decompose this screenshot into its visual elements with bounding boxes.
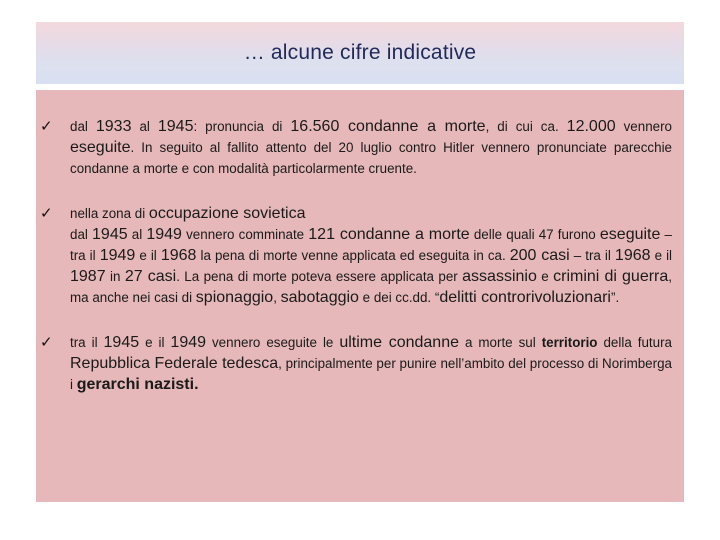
text-run: ”.	[610, 290, 620, 305]
text-run: 1968	[614, 247, 651, 264]
text-run: 27 casi	[124, 268, 177, 285]
text-run: e	[536, 269, 554, 284]
text-run: vennero comminate	[181, 227, 309, 242]
bullet-text	[70, 203, 672, 308]
text-run: eseguite	[599, 226, 661, 243]
text-run: assassinio	[462, 268, 537, 285]
text-run: a morte sul	[459, 335, 542, 350]
text-run: e il	[139, 335, 171, 350]
text-run: spionaggio	[195, 289, 274, 306]
text-run: 1968	[160, 247, 197, 264]
text-run: al	[131, 119, 158, 134]
text-run: Repubblica Federale tedesca	[70, 355, 279, 372]
text-run: , principalmente per punire nell’ambito del processo di Norimberga i	[70, 356, 672, 392]
text-run: eseguite	[70, 139, 131, 156]
slide-title: … alcune cifre indicative	[243, 41, 477, 64]
text-run: territorio	[541, 335, 598, 350]
text-run: , di cui ca.	[485, 119, 567, 134]
text-run: . La pena di morte poteva essere applicata per	[176, 269, 463, 284]
text-run: vennero eseguite le	[206, 335, 340, 350]
text-run: la pena di morte venne applicata ed eseguita in ca.	[196, 248, 510, 263]
text-run: e il	[650, 248, 673, 263]
text-run: e il	[135, 248, 161, 263]
text-run: 1949	[99, 247, 136, 264]
text-run: vennero	[615, 119, 672, 134]
text-run: in	[105, 269, 125, 284]
text-run: dal	[70, 227, 93, 242]
text-run: 1945	[92, 226, 128, 243]
checkmark-icon: ✓	[40, 204, 53, 222]
text-run: gerarchi nazisti.	[76, 376, 199, 393]
text-run: , ma anche nei casi di	[70, 269, 673, 305]
text-run: 1949	[170, 334, 207, 351]
title-bar	[36, 22, 684, 84]
bullet-soviet-zone	[36, 203, 672, 308]
bullet-text	[70, 332, 672, 395]
checkmark-icon: ✓	[40, 117, 53, 135]
bullet-1933-1945	[36, 116, 672, 179]
text-run: 1949	[146, 226, 182, 243]
text-run: delle quali 47 furono	[469, 227, 600, 242]
content-box	[36, 90, 684, 502]
text-run: 16.560 condanne a morte	[290, 118, 486, 135]
text-run: ,	[273, 290, 281, 305]
text-run: 1945	[103, 334, 140, 351]
text-run: della futura	[597, 335, 672, 350]
text-run: sabotaggio	[280, 289, 359, 306]
text-run: tra il	[70, 335, 104, 350]
text-run: nella zona di	[70, 206, 149, 221]
bullet-federal-republic	[36, 332, 672, 395]
text-run: : pronuncia di	[193, 119, 291, 134]
text-run: al	[127, 227, 147, 242]
text-run: – tra il	[70, 227, 672, 263]
text-run: 1933	[95, 118, 132, 135]
text-run: 200 casi	[509, 247, 570, 264]
text-run: crimini di guerra	[553, 268, 669, 285]
bullet-text	[70, 116, 672, 179]
checkmark-icon: ✓	[40, 333, 53, 351]
text-run: – tra il	[569, 248, 615, 263]
text-run: 121 condanne a morte	[308, 226, 470, 243]
text-run: 1945	[157, 118, 194, 135]
text-run: . In seguito al fallito attento del 20 luglio contro Hitler vennero pronunciate parecchie condanne a morte e con modalità particolarmente cruente.	[70, 140, 672, 176]
text-run: delitti controrivoluzionari	[439, 289, 611, 306]
text-run: dal	[70, 119, 96, 134]
text-run: e dei cc.dd. “	[358, 290, 440, 305]
text-run: 1987	[70, 268, 106, 285]
text-run: occupazione sovietica	[148, 205, 306, 222]
text-run: ultime condanne	[339, 334, 460, 351]
text-run: 12.000	[566, 118, 616, 135]
